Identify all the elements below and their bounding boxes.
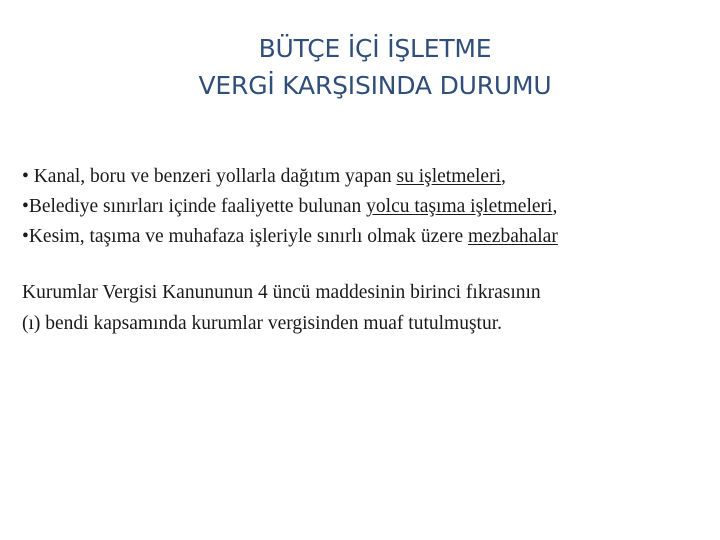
- bullet-item-mezbaha: [22, 222, 712, 252]
- bullet-text: Kesim, taşıma ve muhafaza işleriyle sınırlı olmak üzere: [28, 226, 468, 247]
- paragraph-line-1: Kurumlar Vergisi Kanununun 4 üncü maddesinin birinci fıkrasının: [22, 282, 541, 303]
- bullet-emphasis: yolcu taşıma işletmeleri: [366, 196, 553, 217]
- bullet-emphasis: su işletmeleri: [396, 166, 502, 187]
- bullet-item-su: [22, 162, 712, 192]
- bullet-suffix: ,: [501, 166, 506, 187]
- slide-title: [0, 30, 720, 104]
- bullet-text: Kanal, boru ve benzeri yollarla dağıtım yapan: [28, 166, 397, 187]
- title-line-1: BÜTÇE İÇİ İŞLETME: [258, 34, 492, 63]
- bullet-suffix: ,: [552, 196, 558, 217]
- bullet-emphasis: mezbahalar: [467, 226, 558, 247]
- bullet-list: [22, 162, 712, 252]
- bullet-item-yolcu: [22, 192, 712, 222]
- body-paragraph: [22, 277, 712, 339]
- paragraph-line-2: (ı) bendi kapsamında kurumlar vergisinden muaf tutulmuştur.: [22, 313, 503, 334]
- title-line-2: VERGİ KARŞISINDA DURUMU: [198, 71, 552, 100]
- bullet-marker: •: [22, 226, 29, 247]
- bullet-marker: •: [22, 196, 29, 217]
- bullet-marker: •: [22, 166, 29, 187]
- bullet-text: Belediye sınırları içinde faaliyette bulunan: [28, 196, 367, 217]
